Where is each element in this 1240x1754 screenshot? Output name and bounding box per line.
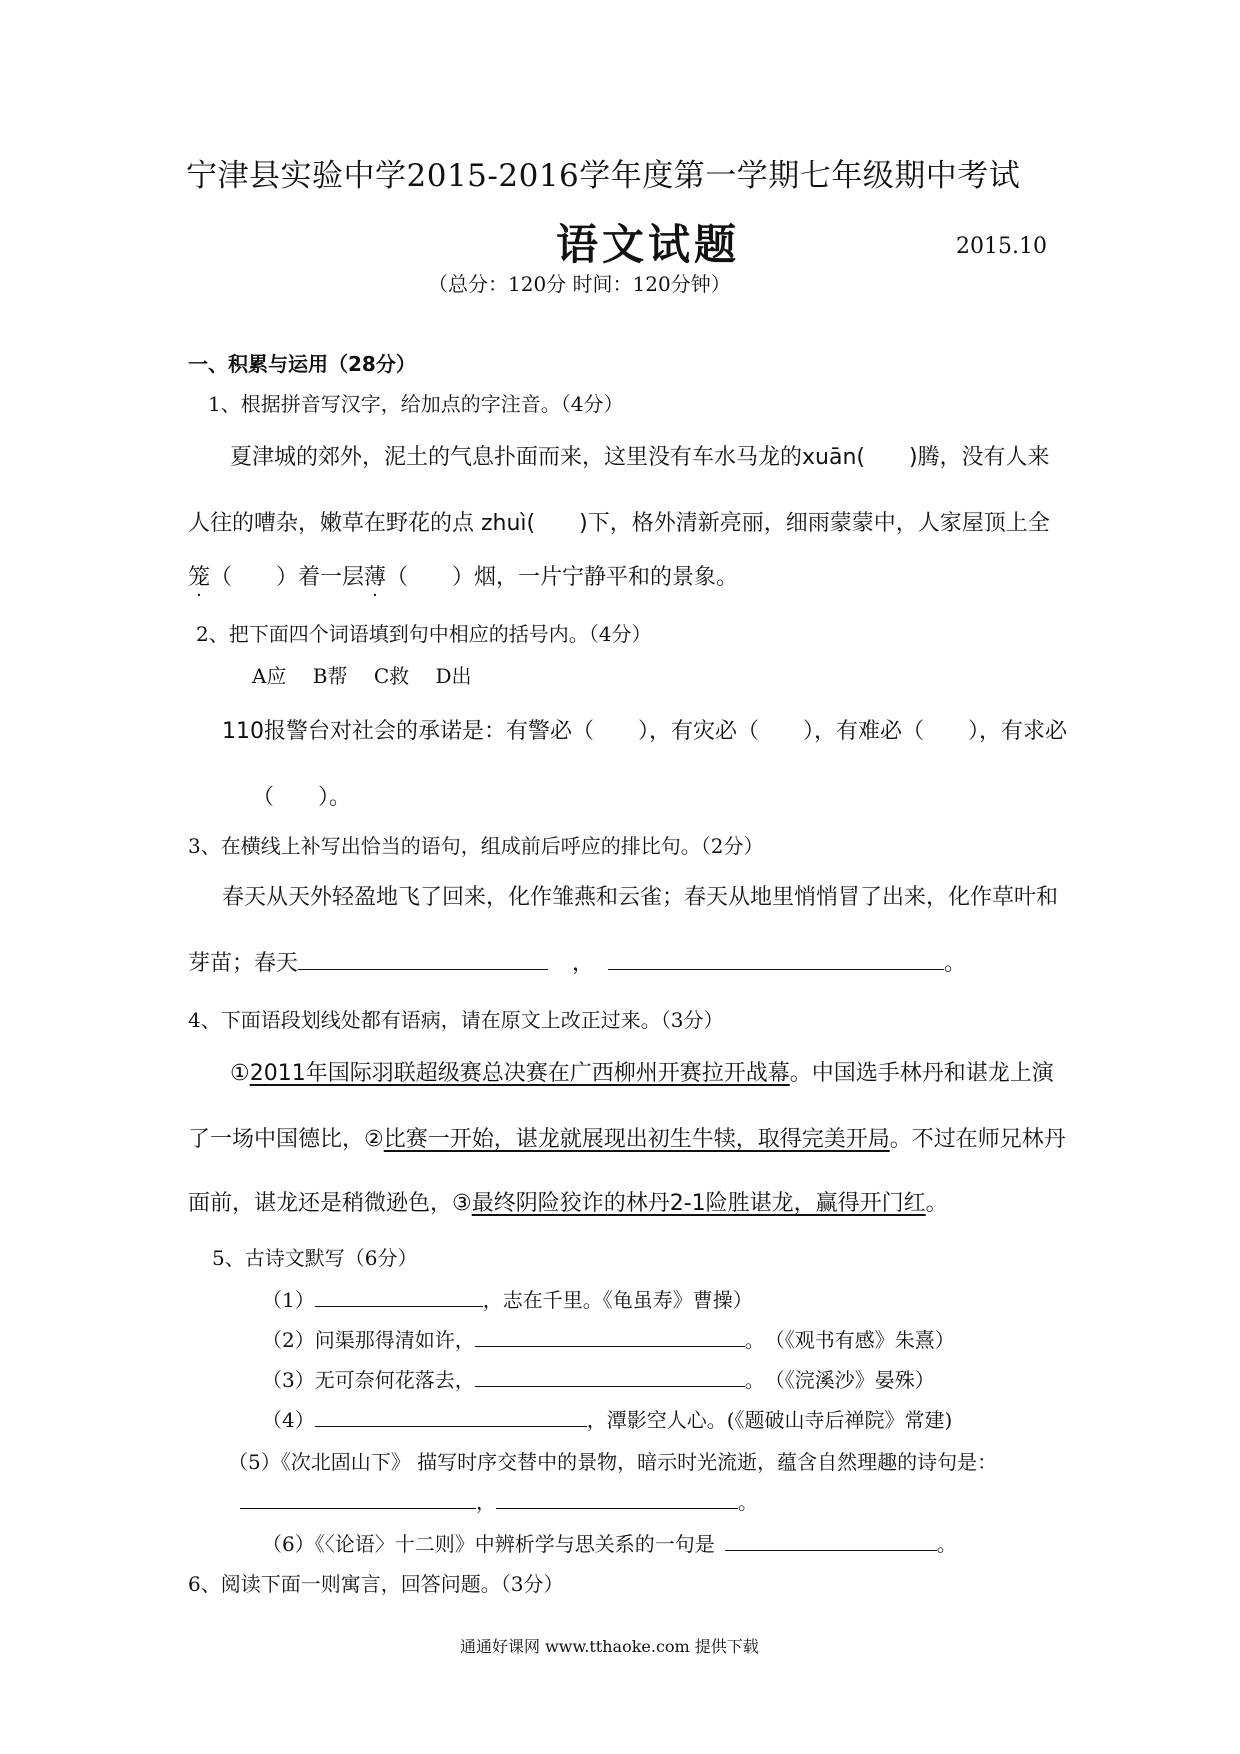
- period: 。: [738, 1490, 758, 1514]
- question-4-line3: [188, 1186, 948, 1217]
- item-text: （3）无可奈何花落去，: [262, 1368, 475, 1392]
- answer-blank[interactable]: [496, 1486, 738, 1509]
- comma: ，: [476, 1490, 496, 1514]
- answer-blank[interactable]: [298, 947, 548, 970]
- line2-start: 芽苗；春天: [188, 951, 299, 976]
- item-number: （4）: [262, 1408, 315, 1432]
- answer-blank[interactable]: [475, 1324, 745, 1347]
- question-4-line1: [230, 1056, 1054, 1087]
- line3-part: （ ）着一层: [210, 565, 365, 590]
- item-text: ，潭影空人心。(《题破山寺后禅院》常建): [586, 1408, 953, 1432]
- period: 。: [944, 951, 967, 976]
- poem-item-6: [262, 1528, 957, 1557]
- poem-item-2: [262, 1324, 955, 1353]
- question-1-line1: 夏津城的郊外，泥土的气息扑面而来，这里没有车水马龙的xuān( )腾，没有人来: [230, 445, 1050, 470]
- text-part: 。中国选手林丹和谌龙上演: [789, 1061, 1054, 1086]
- poem-item-5-blanks: [240, 1486, 758, 1515]
- answer-blank[interactable]: [315, 1404, 587, 1427]
- item-text: （2）问渠那得清如许，: [262, 1328, 475, 1352]
- answer-blank[interactable]: [475, 1364, 745, 1387]
- question-3-line2: [188, 946, 966, 977]
- poem-item-1: [262, 1284, 753, 1313]
- question-6-prompt: 6、阅读下面一则寓言，回答问题。（3分）: [188, 1572, 564, 1596]
- poem-item-4: [262, 1404, 952, 1433]
- question-1-prompt: 1、根据拼音写汉字，给加点的字注音。（4分）: [208, 392, 624, 416]
- item-text: 。 （《浣溪沙》晏殊）: [744, 1368, 935, 1392]
- poem-item-3: [262, 1364, 935, 1393]
- question-2-line2: （ ）。: [252, 785, 352, 810]
- text-part: 了一场中国德比，②: [188, 1127, 384, 1152]
- dotted-char-long: 笼: [188, 565, 211, 590]
- question-2-options: A应 B帮 C救 D出: [252, 664, 472, 688]
- answer-blank[interactable]: [725, 1528, 937, 1551]
- period: 。: [936, 1532, 957, 1556]
- exam-title-line1: 宁津县实验中学2015-2016学年度第一学期七年级期中考试: [186, 158, 1021, 194]
- exam-title-subject: 语文试题: [556, 220, 741, 269]
- text-part: 面前，谌龙还是稍微逊色，③: [188, 1191, 472, 1216]
- dotted-char-bao: 薄: [364, 565, 387, 590]
- exam-date: 2015.10: [956, 234, 1047, 259]
- text-part: 。不过在师兄林丹: [889, 1127, 1066, 1152]
- question-5-prompt: 5、古诗文默写（6分）: [212, 1246, 418, 1270]
- line3-part: （ ）烟，一片宁静平和的景象。: [386, 565, 739, 590]
- exam-meta: （总分：120分 时间：120分钟）: [428, 272, 731, 296]
- answer-blank[interactable]: [240, 1486, 476, 1509]
- question-3-line1: 春天从天外轻盈地飞了回来，化作雏燕和云雀；春天从地里悄悄冒了出来，化作草叶和: [222, 885, 1059, 910]
- text-part: 。: [925, 1191, 948, 1216]
- poem-item-5: （5）《次北固山下》 描写时序交替中的景物，暗示时光流逝，蕴含自然理趣的诗句是：: [228, 1450, 998, 1474]
- marker-1: ①: [230, 1061, 250, 1086]
- page-footer: 通通好课网 www.tthaoke.com 提供下载: [460, 1637, 759, 1656]
- question-2-prompt: 2、把下面四个词语填到句中相应的括号内。（4分）: [196, 622, 652, 646]
- section-heading: 一、积累与运用（28分）: [188, 352, 416, 376]
- question-4-prompt: 4、下面语段划线处都有语病，请在原文上改正过来。（3分）: [188, 1008, 724, 1032]
- question-2-line1: 110报警台对社会的承诺是：有警必（ ），有灾必（ ），有难必（ ），有求必: [222, 719, 1067, 744]
- item-text: 。 （《观书有感》朱熹）: [744, 1328, 955, 1352]
- question-1-line2: 人往的嘈杂，嫩草在野花的点 zhuì( )下，格外清新亮丽，细雨蒙蒙中，人家屋顶上全: [188, 511, 1050, 536]
- question-1-line3: [188, 560, 738, 591]
- comma: ，: [572, 951, 595, 976]
- item-number: （1）: [262, 1288, 315, 1312]
- question-3-prompt: 3、在横线上补写出恰当的语句，组成前后呼应的排比句。（2分）: [188, 834, 764, 858]
- item-text: （6）《〈论语〉十二则》中辨析学与思关系的一句是: [262, 1532, 715, 1556]
- answer-blank[interactable]: [608, 947, 944, 970]
- faulty-sentence-1: 2011年国际羽联超级赛总决赛在广西柳州开赛拉开战幕: [249, 1061, 790, 1086]
- faulty-sentence-2: 比赛一开始，谌龙就展现出初生牛犊，取得完美开局: [383, 1127, 890, 1152]
- question-4-line2: [188, 1122, 1066, 1153]
- item-text: ，志在千里。《龟虽寿》曹操）: [482, 1288, 753, 1312]
- faulty-sentence-3: 最终阴险狡诈的林丹2-1险胜谌龙，赢得开门红: [471, 1191, 926, 1216]
- answer-blank[interactable]: [315, 1284, 483, 1307]
